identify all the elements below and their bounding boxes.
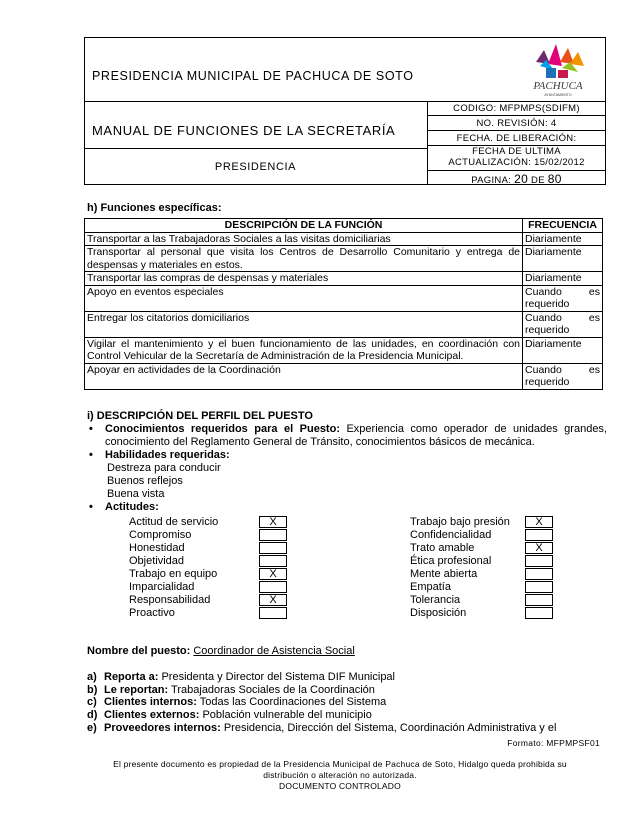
org-title: PRESIDENCIA MUNICIPAL DE PACHUCA DE SOTO [92,69,414,83]
freq-word: Cuando [525,363,562,376]
fecha-liberacion-field: FECHA. DE LIBERACIÓN: [456,133,577,144]
attitude-label: Objetividad [129,555,185,567]
attitude-label: Mente abierta [410,568,478,580]
table-header-row [85,219,603,233]
funciones-table [84,218,603,390]
conocimientos-item [87,423,607,449]
bullet-icon: • [89,423,93,435]
attitude-checkbox [525,568,553,580]
function-desc: Apoyar en actividades de la Coordinación [85,363,523,389]
function-desc: Entregar los citatorios domiciliarios [85,311,523,337]
col-desc-header: DESCRIPCIÓN DE LA FUNCIÓN [85,219,523,233]
actitudes-label: Actitudes: [105,501,159,513]
item-letter: e) [87,721,97,734]
nombre-puesto-label: Nombre del puesto: [87,645,191,657]
attitude-label: Honestidad [129,542,185,554]
table-row [85,311,603,337]
table-row [85,363,603,389]
pagina-number: 20 [514,172,529,186]
header-divider [84,148,427,149]
conocimientos-text: Experiencia como operador de unidades grandes, conocimiento del Reglamento General de Tránsito, conocimientos básicos de mecánica. [105,423,607,448]
freq-word: requerido [525,298,570,310]
function-desc: Vigilar el mantenimiento y el buen funcionamiento de las unidades, en coordinación con Control Vehicular de la Secretaría de Administración de la Presidencia Municipal. [85,337,523,363]
attitude-checkbox [525,529,553,541]
attitude-label: Proactivo [129,607,175,619]
freq-word: es [588,363,600,376]
attitude-label: Empatía [410,581,451,593]
fecha-actualizacion-field [427,146,606,168]
attitude-checkbox [525,581,553,593]
attitude-checkbox [525,607,553,619]
item-label: Clientes externos: [104,709,200,722]
freq-word: es [588,311,600,324]
attitude-checkbox: X [259,516,287,528]
revision-field: NO. REVISIÓN: 4 [476,118,557,129]
item-letter: d) [87,709,98,722]
header-divider [427,130,606,131]
perfil-section [87,410,607,514]
nombre-puesto-value: Coordinador de Asistencia Social [193,645,355,657]
attitude-label: Actitud de servicio [129,516,219,528]
item-letter: c) [87,696,97,709]
habilidad-item: Buenos reflejos [107,475,183,487]
item-label: Reporta a: [104,670,159,683]
freq-word: Cuando [525,311,562,324]
table-row [85,246,603,272]
logo-subtext: AYUNTAMIENTO [544,93,572,97]
pagina-total: 80 [547,172,562,186]
attitude-checkbox: X [525,516,553,528]
fecha-ultima-line2: ACTUALIZACIÓN: 15/02/2012 [448,157,585,168]
attitude-checkbox [259,607,287,619]
item-letter: b) [87,683,98,696]
attitude-label: Tolerancia [410,594,461,606]
pachuca-logo [516,40,600,102]
pagina-field [427,172,606,186]
attitude-label: Confidencialidad [410,529,492,541]
function-freq: Diariamente [523,272,603,286]
attitude-label: Trabajo en equipo [129,568,218,580]
attitude-checkbox [259,581,287,593]
item-value: Todas las Coordinaciones del Sistema [199,696,387,709]
function-freq [523,285,603,311]
codigo-field: CODIGO: MFPMPS(SDIFM) [453,103,580,114]
table-row [85,272,603,286]
footer-line: El presente documento es propiedad de la Presidencia Municipal de Pachuca de Soto, Hidalgo queda prohibida su [113,759,567,769]
puesto-section [87,645,607,735]
freq-word: requerido [525,324,570,336]
function-desc: Transportar a las Trabajadoras Sociales a las visitas domiciliarias [85,232,523,246]
list-item [87,696,607,709]
function-freq [523,363,603,389]
bullet-icon: • [89,449,93,461]
habilidades-item [87,449,607,462]
attitude-checkbox [525,594,553,606]
header-divider [427,115,606,116]
manual-title: MANUAL DE FUNCIONES DE LA SECRETARÍA [92,123,396,138]
actitudes-item [87,501,607,514]
fecha-ultima-line1: FECHA DE ULTIMA [472,146,561,157]
item-letter: a) [87,670,97,683]
attitude-checkbox: X [259,568,287,580]
bullet-icon: • [89,501,93,513]
page-footer [90,759,590,792]
freq-word: Cuando [525,285,562,298]
attitude-label: Imparcialidad [129,581,195,593]
header-divider [427,170,606,171]
habilidades-label: Habilidades requeridas: [105,449,230,461]
attitude-checkbox [525,555,553,567]
conocimientos-label: Conocimientos requeridos para el Puesto: [105,423,340,435]
pagina-de: DE [531,175,545,186]
item-value: Trabajadoras Sociales de la Coordinación [171,683,375,696]
attitude-checkbox [259,542,287,554]
habilidad-item: Buena vista [107,488,165,500]
freq-word: es [588,285,600,298]
col-freq-header: FRECUENCIA [523,219,603,233]
function-freq: Diariamente [523,246,603,272]
footer-line: distribución o alteración no autorizada. [263,770,417,780]
freq-word: requerido [525,376,570,388]
attitude-label: Compromiso [129,529,192,541]
nombre-puesto-row [87,645,607,658]
perfil-title: i) DESCRIPCIÓN DEL PERFIL DEL PUESTO [87,410,313,422]
list-item [87,684,607,697]
function-desc: Apoyo en eventos especiales [85,285,523,311]
table-row [85,337,603,363]
function-freq: Diariamente [523,337,603,363]
function-freq [523,311,603,337]
attitude-label: Trato amable [410,542,475,554]
attitude-checkbox [259,555,287,567]
item-label: Le reportan: [104,683,169,696]
attitude-checkbox: X [525,542,553,554]
attitude-checkbox: X [259,594,287,606]
function-desc: Transportar al personal que visita los Centros de Desarrollo Comunitario y entrega de despensas y materiales en estos. [85,246,523,272]
attitude-label: Trabajo bajo presión [410,516,510,528]
logo-text: PACHUCA [533,80,583,92]
item-value: Población vulnerable del municipio [202,709,372,722]
function-freq: Diariamente [523,232,603,246]
habilidad-item: Destreza para conducir [107,462,221,474]
item-label: Clientes internos: [104,696,197,709]
item-value: Presidenta y Director del Sistema DIF Municipal [161,670,395,683]
table-row [85,285,603,311]
table-row [85,232,603,246]
attitude-label: Responsabilidad [129,594,211,606]
funciones-title: h) Funciones específicas: [87,202,222,214]
formato-code: Formato: MFPMPSF01 [507,738,600,748]
list-item [87,671,607,684]
attitude-checkbox [259,529,287,541]
attitude-label: Disposición [410,607,467,619]
item-value: Presidencia, Dirección del Sistema, Coordinación Administrativa y el [223,721,557,734]
item-label: Proveedores internos: [104,721,221,734]
list-item [87,722,607,735]
attitude-label: Ética profesional [410,555,492,567]
pagina-label: PAGINA: [471,175,512,186]
footer-line: DOCUMENTO CONTROLADO [279,781,401,791]
list-item [87,709,607,722]
function-desc: Transportar las compras de despensas y materiales [85,272,523,286]
department-name: PRESIDENCIA [214,161,297,173]
